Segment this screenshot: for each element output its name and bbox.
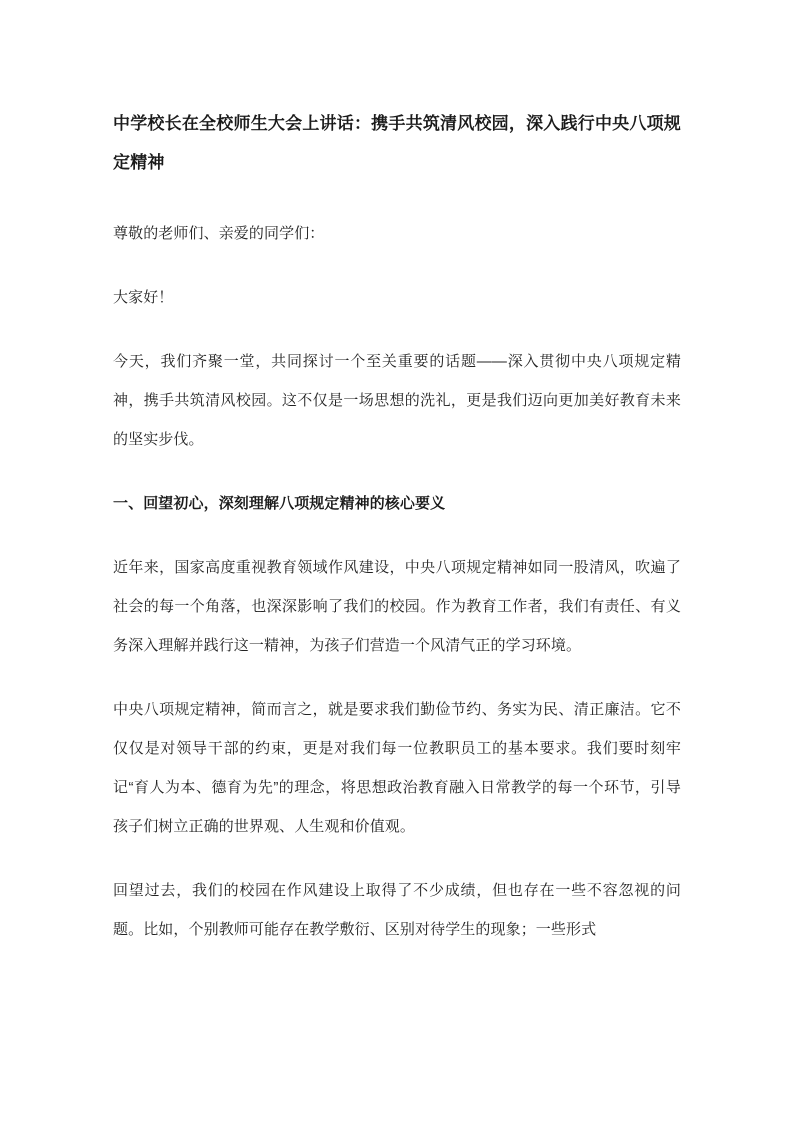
page-title: 中学校长在全校师生大会上讲话：携手共筑清风校园，深入践行中央八项规定精神: [113, 114, 681, 172]
section-one-paragraph-1: 近年来，国家高度重视教育领域作风建设，中央八项规定精神如同一股清风，吹遍了社会的每一个角落，也深深影响了我们的校园。作为教育工作者，我们有责任、有义务深入理解并践行这一精神，为孩子们营造一个风清气正的学习环境。: [113, 559, 681, 654]
salutation-paragraph: 尊敬的老师们、亲爱的同学们：: [113, 225, 325, 242]
title-spacer: [113, 182, 681, 214]
greeting-paragraph: 大家好！: [113, 289, 174, 306]
section-one-paragraph-2: 中央八项规定精神，简而言之，就是要求我们勤俭节约、务实为民、清正廉洁。它不仅仅是对领导干部的约束，更是对我们每一位教职员工的基本要求。我们要时刻牢记“育人为本、德育为先”的理念，将思想政治教育融入日常教学的每一个环节，引导孩子们树立正确的世界观、人生观和价值观。: [113, 701, 681, 835]
document-body: [113, 104, 681, 949]
intro-paragraph: 今天，我们齐聚一堂，共同探讨一个至关重要的话题——深入贯彻中央八项规定精神，携手共筑清风校园。这不仅是一场思想的洗礼，更是我们迈向更加美好教育未来的坚实步伐。: [113, 353, 681, 448]
section-heading-one: 一、回望初心，深刻理解八项规定精神的核心要义: [113, 495, 446, 512]
section-one-paragraph-3: 回望过去，我们的校园在作风建设上取得了不少成绩，但也存在一些不容忽视的问题。比如，个别教师可能存在教学敷衍、区别对待学生的现象；一些形式: [113, 882, 681, 938]
